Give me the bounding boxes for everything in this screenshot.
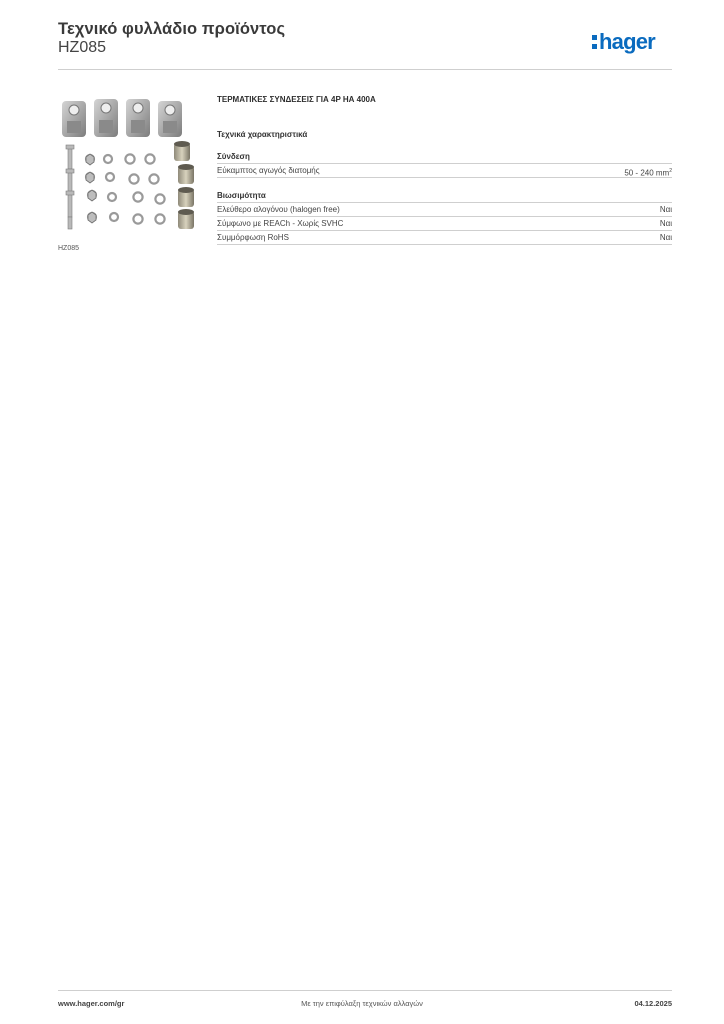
footer-note: Με την επιφύλαξη τεχνικών αλλαγών (301, 999, 423, 1008)
spec-label: Σύμφωνο με REACh - Χωρίς SVHC (217, 219, 344, 228)
sleeve-icon (174, 141, 194, 229)
spec-row (217, 216, 672, 230)
spec-value: Ναι (659, 219, 672, 228)
spec-value: Ναι (659, 205, 672, 214)
header-divider (58, 69, 672, 70)
image-caption: HZ085 (58, 245, 80, 252)
row-divider (217, 244, 672, 245)
footer-divider (58, 990, 672, 991)
spec-value: Ναι (659, 233, 672, 242)
terminal-lug-icon (62, 101, 86, 137)
bolt-icon (66, 145, 74, 229)
product-image (58, 93, 199, 234)
spec-row (217, 163, 672, 177)
spec-value: 50 - 240 $mm^2$ (624, 168, 672, 178)
terminal-lug-icon (126, 99, 150, 137)
hager-logo (592, 28, 655, 56)
specs-heading: Τεχνικά χαρακτηριστικά (217, 130, 308, 139)
connection-heading: Σύνδεση (217, 152, 250, 161)
footer-website-link[interactable]: www.hager.com/gr (58, 999, 125, 1008)
spec-row (217, 202, 672, 216)
spec-label: Εύκαμπτος αγωγός διατομής (217, 166, 320, 175)
spec-label: Συμμόρφωση RoHS (217, 233, 289, 242)
logo-dots-icon (592, 35, 597, 49)
spec-label: Ελεύθερο αλογόνου (halogen free) (217, 205, 340, 214)
terminal-lug-icon (94, 99, 118, 137)
product-title: ΤΕΡΜΑΤΙΚΕΣ ΣΥΝΔΕΣΕΙΣ ΓΙΑ 4P ΗΑ 400A (217, 95, 376, 104)
logo-text: hager (599, 29, 655, 54)
document-title: Τεχνικό φυλλάδιο προϊόντος (58, 20, 286, 38)
terminal-lug-icon (158, 101, 182, 137)
product-code: HZ085 (58, 39, 107, 56)
spec-row (217, 230, 672, 244)
washer-icon (86, 154, 165, 223)
spec-panel (217, 95, 672, 245)
sustainability-heading: Βιωσιμότητα (217, 191, 266, 200)
footer-date: 04.12.2025 (634, 999, 672, 1008)
